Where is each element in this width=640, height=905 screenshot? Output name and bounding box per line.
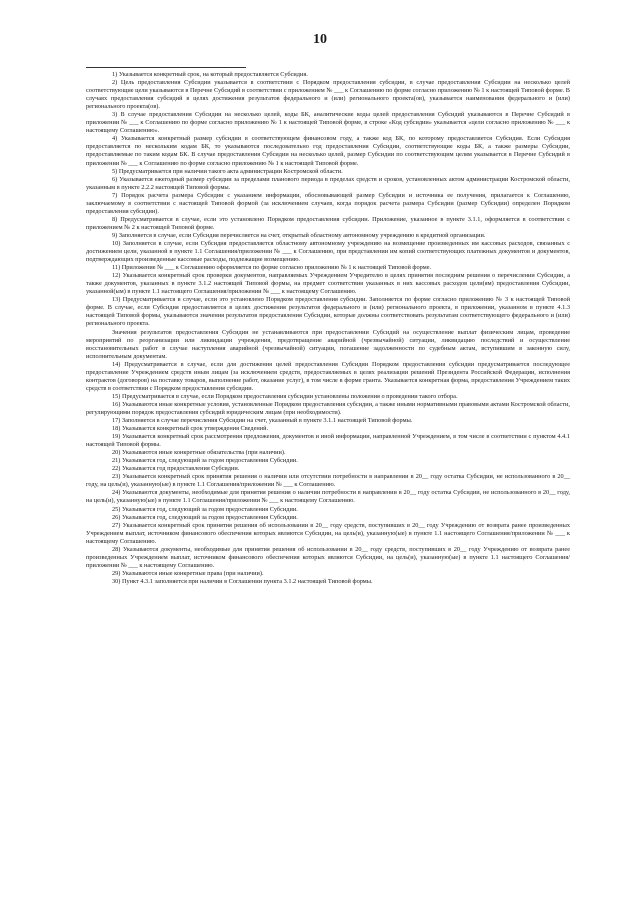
footnote: 14) Предусматривается в случае, если для достижения целей предоставления Субсидии Порядком предоставления субсидии предусматривается последующее предоставление Учреждением средств иным лицам (за исключением средств, предоставляемых в целях реализации решений Президента Российской Федерации, исполнения контрактов (договоров) на поставку товаров, выполнение работ, оказание услуг), в том числе в форме гранта. Указывается конкретная форма, предоставления Учреждением таких средств в соответствии с Порядком предоставления субсидии. — [86, 360, 570, 392]
footnote: 16) Указываются иные конкретные условия, установленные Порядком предоставления субсидии, а также иными нормативными правовыми актами Костромской области, регулирующими порядок предоставления субсидий юридическим лицам (при необходимости). — [86, 400, 570, 416]
footnote: 11) Приложение № ___ к Соглашению оформляется по форме согласно приложению № 1 к настоящей Типовой форме. — [112, 264, 432, 272]
footnote: 8) Предусматривается в случае, если это установлено Порядком предоставления субсидии. Приложение, указанное в пункте 3.1.1, оформляется в соответствии с приложением № 2 к настоящей Типовой форме. — [86, 215, 570, 231]
footnote: 22) Указывается год предоставления Субсидии. — [112, 465, 240, 473]
footnote: 2) Цель предоставления Субсидии указывается в соответствии с Порядком предоставления субсидии, в случае предоставления Субсидии на несколько целей соответствующие цели указываются в Перечне Субсидий в соответствии с приложением № ___ к Соглашению по форме согласно приложению № 1 к настоящей Типовой форме. В случаях предоставления субсидий в целях достижения результатов федерального и (или) регионального проекта(ов), указывается наименования федерального и (или) регионального проекта(ов). — [86, 79, 570, 111]
footnote: 4) Указывается конкретный размер субсидии в соответствующем финансовом году, а также код БК, по которому предоставляется Субсидия. Если Субсидия предоставляется по нескольким кодам БК, то указываются последовательно год предоставления Субсидии, соответствующие коды БК, а также размеры Субсидии, предоставляемые по таким кодам БК. В случае предоставления Субсидии на несколько целей, размер Субсидии по соответствующим целям указывается в Перечне Субсидий в приложении № ___ к Соглашению по форме согласно приложению № 1 к настоящей Типовой форме. — [86, 135, 570, 167]
footnote: 13) Предусматривается в случае, если это установлено Порядком предоставления субсидии. Заполняется по форме согласно приложению № 3 к настоящей Типовой форме. В случае, если Субсидия предоставляется в целях достижения результатов федерального и (или) регионального проекта, в приложении, указанном в пункте 4.1.3 настоящей Типовой формы, указываются значения результатов предоставления Субсидии, которые должны соответствовать результатам соответствующего федерального и (или) регионального проекта. — [86, 296, 570, 328]
footnote: Значения результатов предоставления Субсидии не устанавливаются при предоставлении Субсидий на осуществление выплат физическим лицам, проведение мероприятий по реорганизации или ликвидации учреждения, предотвращение аварийной (чрезвычайной) ситуации, ликвидацию последствий и осуществление восстановительных работ в случае наступления аварийной (чрезвычайной) ситуации, погашение задолженности по судебным актам, вступившим в законную силу, исполнительным документам. — [86, 328, 570, 360]
footnote: 10) Заполняется в случае, если Субсидия предоставляется областному автономному учреждению на возмещение произведенных им кассовых расходов, связанных с достижением цели, указанной в пункте 1.1 Соглашения/приложении № ___ к Соглашению, при представлении им копий соответствующих платежных документов и документов, подтверждающих произведенные кассовые расходы, подлежащие возмещению. — [86, 239, 570, 264]
footnote: 15) Предусматривается в случае, если Порядком предоставления субсидии установлены положения о проведении такого отбора. — [112, 392, 458, 400]
footnote: 20) Указываются иные конкретные обязательства (при наличии). — [112, 449, 286, 457]
footnote-separator — [86, 67, 246, 68]
footnotes-block — [86, 71, 570, 586]
footnote: 26) Указывается год, следующий за годом предоставления Субсидии. — [112, 513, 298, 521]
page-number: 10 — [313, 32, 327, 47]
footnote: 3) В случае предоставления Субсидии на несколько целей, коды БК, аналитические коды целей предоставления Субсидий указываются в Перечне Субсидий в приложении № ___ к Соглашению по форме согласно приложению № 1 к настоящей Типовой форме, в строке «Код субсидии» указывается «цели согласно приложению № ___ к настоящему Соглашению». — [86, 111, 570, 135]
footnote: 5) Предусматривается при наличии такого акта администрации Костромской области. — [112, 167, 343, 175]
footnote: 24) Указываются документы, необходимые для принятия решения о наличии потребности в направлении в 20__ году остатка Субсидии, не использованного в 20__ году, на цель(и), указанную(ые) в пункте 1.1 Соглашения/приложении № ___ к настоящему Соглашению. — [86, 489, 570, 505]
footnote: 9) Заполняется в случае, если Субсидия перечисляется на счет, открытый областному автономному учреждению в кредитной организации. — [112, 231, 486, 239]
footnote: 19) Указывается конкретный срок рассмотрения предложения, документов и иной информации, направленной Учреждением, в том числе в соответствии с пунктом 4.4.1 настоящей Типовой формы. — [86, 433, 570, 449]
footnote: 25) Указывается год, следующий за годом предоставления Субсидии. — [112, 505, 298, 513]
footnote: 27) Указывается конкретный срок принятия решения об использовании в 20__ году средств, поступивших в 20__ году Учреждению от возврата ранее произведенных Учреждением выплат, источником финансового обеспечения которых являются Субсидии, на цель(и), указанную(ые) в пункте 1.1 настоящего Соглашения/приложении № ___ к настоящему Соглашению. — [86, 521, 570, 545]
footnote: 28) Указываются документы, необходимые для принятия решения об использовании в 20__ году средств, поступивших в 20__ году Учреждению от возврата ранее произведенных Учреждением выплат, источником финансового обеспечения которых являются Субсидии, на цель(и), указанную(ые) в пункте 1.1 настоящего Соглашения/приложении № ___ к настоящему Соглашению. — [86, 545, 570, 569]
footnote: 21) Указывается год, следующий за годом предоставления Субсидии. — [112, 457, 298, 465]
footnote: 12) Указывается конкретный срок проверки документов, направляемых Учреждением Учредителю в целях принятия последним решения о перечислении Субсидии, а также документов, указанных в пункте 3.1.2 настоящей Типовой формы, на предмет соответствия указанных в них кассовых расходов цели(ям) предоставления Субсидии, указанной(ым) в пункте 1.1 настоящего Соглашения/приложении № ___ к настоящему Соглашению. — [86, 272, 570, 296]
footnote: 6) Указывается ежегодный размер субсидии за пределами планового периода в пределах средств и сроков, установленных актом администрации Костромской области, указанным в пункте 2.2.2 настоящей Типовой формы. — [86, 175, 570, 191]
footnote: 18) Указывается конкретный срок утверждения Сведений. — [112, 425, 269, 433]
footnote: 7) Порядок расчета размера Субсидии с указанием информации, обосновывающей размер Субсидии и источника ее получения, прилагается к Соглашению, заключаемому в соответствии с настоящей Типовой формой (за исключением случаев, когда порядок расчета размера Субсидии (размер Субсидии) определен Порядком предоставления субсидии). — [86, 191, 570, 215]
footnote: 30) Пункт 4.3.1 заполняется при наличии в Соглашении пункта 3.1.2 настоящей Типовой формы. — [112, 577, 373, 585]
footnote: 29) Указываются иные конкретные права (при наличии). — [112, 569, 264, 577]
footnote: 1) Указывается конкретный срок, на который предоставляется Субсидия. — [112, 71, 308, 78]
footnote: 17) Заполняется в случае перечисления Субсидии на счет, указанный в пункте 3.1.1 настоящей Типовой формы. — [112, 417, 413, 425]
footnote: 23) Указывается конкретный срок принятия решения о наличии или отсутствии потребности в направлении в 20__ году остатка Субсидии, не использованного в 20__ году, на цель(и), указанную(ые) в пункте 1.1 Соглашения/приложении № ___ к Соглашению. — [86, 473, 570, 489]
